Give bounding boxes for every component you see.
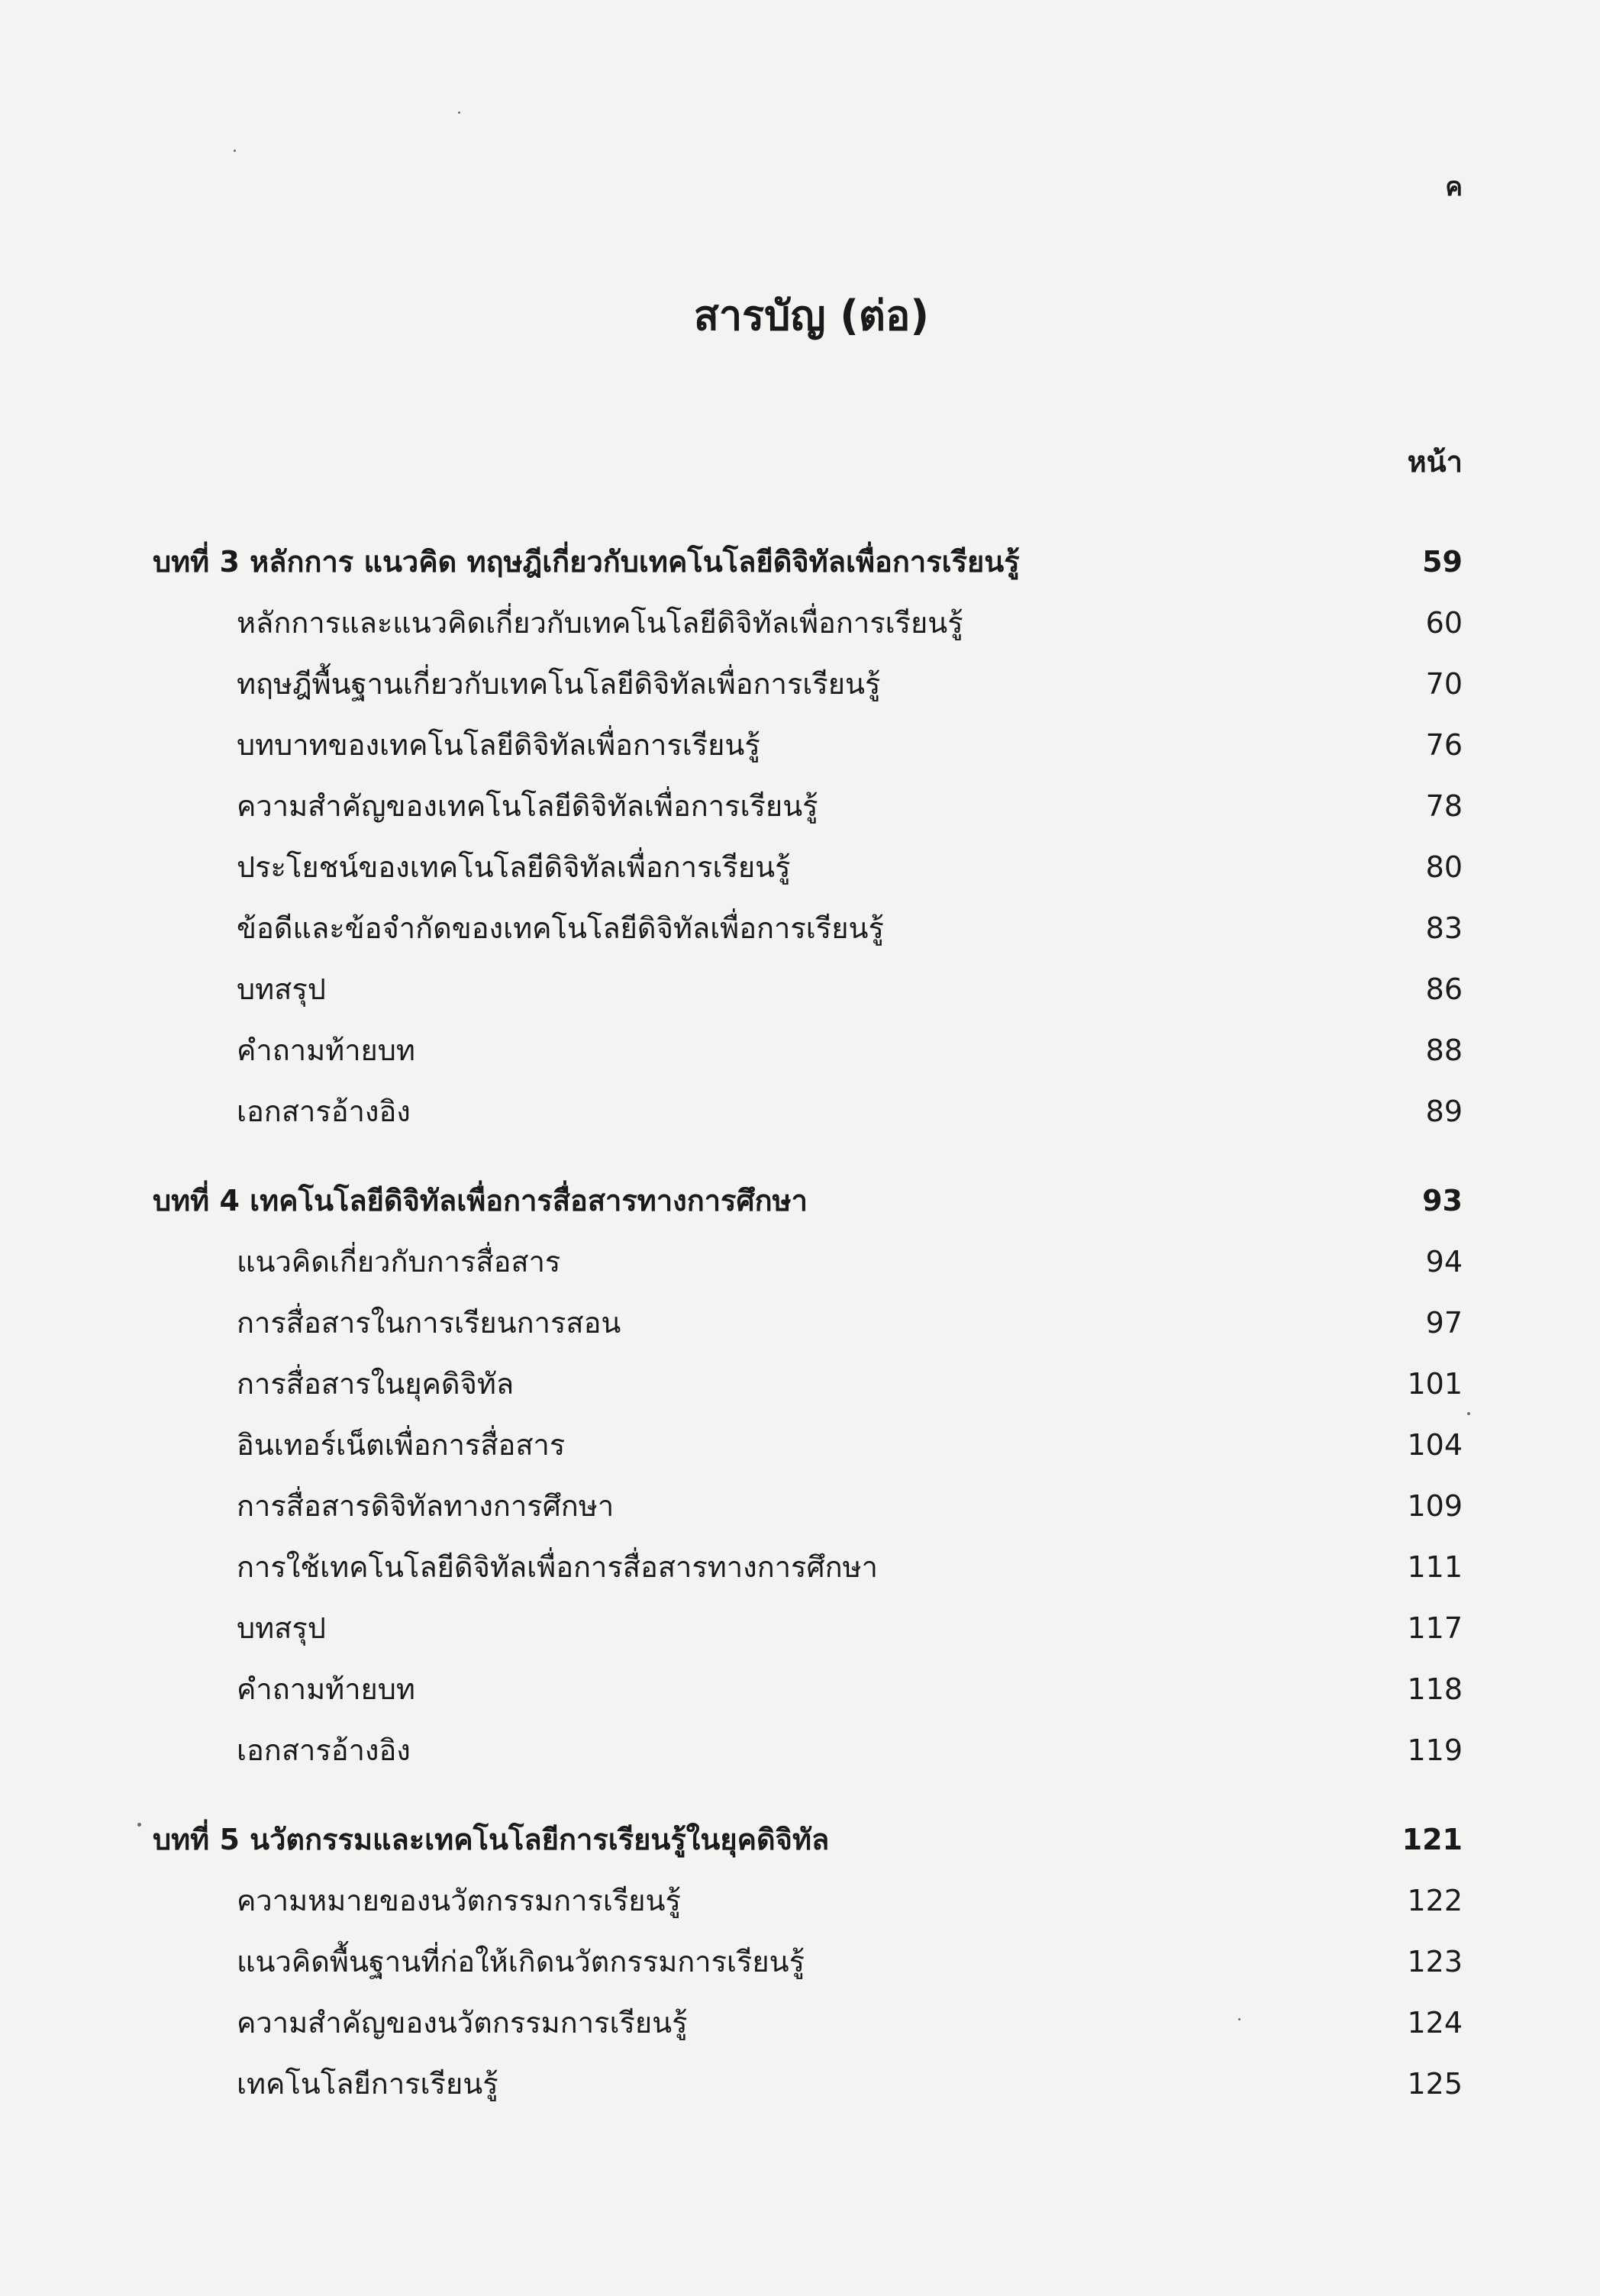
toc-entry-row[interactable] — [153, 714, 1463, 776]
page-column-header: หน้า — [1407, 445, 1463, 479]
toc-entry-row[interactable] — [153, 1081, 1463, 1142]
toc-entry-row[interactable] — [153, 2053, 1463, 2114]
toc-entry-page-number: 76 — [1425, 728, 1463, 762]
toc-entry-row[interactable] — [153, 1414, 1463, 1475]
scan-speck — [1238, 2018, 1240, 2020]
toc-entry-label: บทสรุป — [237, 972, 326, 1006]
toc-entry-row[interactable] — [153, 959, 1463, 1020]
toc-entry-row[interactable] — [153, 1020, 1463, 1081]
toc-entry-label: ความสำคัญของนวัตกรรมการเรียนรู้ — [237, 2006, 688, 2040]
toc-entry-page-number: 101 — [1407, 1367, 1463, 1401]
toc-entry-row[interactable] — [153, 1475, 1463, 1537]
toc-entry-row[interactable] — [153, 1659, 1463, 1720]
toc-entry-page-number: 80 — [1425, 850, 1463, 884]
chapter-heading-label: บทที่ 4 เทคโนโลยีดิจิทัลเพื่อการสื่อสารทางการศึกษา — [153, 1184, 808, 1217]
toc-entry-row[interactable] — [153, 653, 1463, 714]
page-title: สารบัญ (ต่อ) — [693, 292, 930, 340]
toc-entry-label: การสื่อสารดิจิทัลทางการศึกษา — [237, 1489, 615, 1523]
toc-entry-label: แนวคิดพื้นฐานที่ก่อให้เกิดนวัตกรรมการเรียนรู้ — [237, 1945, 805, 1978]
chapter-heading-label: บทที่ 3 หลักการ แนวคิด ทฤษฎีเกี่ยวกับเทคโนโลยีดิจิทัลเพื่อการเรียนรู้ — [153, 545, 1020, 579]
toc-entry-label: ความหมายของนวัตกรรมการเรียนรู้ — [237, 1884, 681, 1917]
toc-entry-row[interactable] — [153, 1537, 1463, 1598]
toc-entry-page-number: 104 — [1407, 1428, 1463, 1462]
toc-entry-label: การสื่อสารในการเรียนการสอน — [237, 1306, 621, 1340]
toc-entry-row[interactable] — [153, 592, 1463, 653]
toc-entry-label: ประโยชน์ของเทคโนโลยีดิจิทัลเพื่อการเรียนรู้ — [237, 850, 791, 884]
toc-chapter — [153, 1809, 1463, 2114]
chapter-page-number: 93 — [1422, 1184, 1463, 1217]
toc-entry-page-number: 119 — [1407, 1733, 1463, 1767]
toc-entry-label: เอกสารอ้างอิง — [237, 1095, 411, 1128]
toc-entry-page-number: 89 — [1425, 1095, 1463, 1128]
toc-entry-row[interactable] — [153, 1992, 1463, 2053]
toc-chapter — [153, 1170, 1463, 1781]
toc-entry-page-number: 124 — [1407, 2006, 1463, 2040]
chapter-heading-label: บทที่ 5 นวัตกรรมและเทคโนโลยีการเรียนรู้ในยุคดิจิทัล — [153, 1823, 830, 1856]
chapter-heading-row[interactable] — [153, 1809, 1463, 1870]
chapter-heading-row[interactable] — [153, 1170, 1463, 1231]
toc-entry-row[interactable] — [153, 1353, 1463, 1414]
toc-chapter — [153, 531, 1463, 1142]
toc-entry-row[interactable] — [153, 1931, 1463, 1992]
toc-entry-page-number: 70 — [1425, 667, 1463, 701]
toc-entry-page-number: 123 — [1407, 1945, 1463, 1978]
chapter-page-number: 59 — [1422, 545, 1463, 579]
toc-entry-label: คำถามท้ายบท — [237, 1034, 415, 1067]
toc-entry-row[interactable] — [153, 837, 1463, 898]
toc-entry-page-number: 122 — [1407, 1884, 1463, 1917]
toc-entry-page-number: 83 — [1425, 911, 1463, 945]
chapter-heading-row[interactable] — [153, 531, 1463, 592]
toc-entry-page-number: 125 — [1407, 2067, 1463, 2101]
toc-entry-label: หลักการและแนวคิดเกี่ยวกับเทคโนโลยีดิจิทัลเพื่อการเรียนรู้ — [237, 606, 963, 640]
toc-entry-label: ความสำคัญของเทคโนโลยีดิจิทัลเพื่อการเรียนรู้ — [237, 789, 818, 823]
toc-entry-row[interactable] — [153, 1598, 1463, 1659]
toc-entry-row[interactable] — [153, 1292, 1463, 1353]
page-number-letter: ค — [1445, 172, 1463, 202]
scan-speck — [1467, 1412, 1470, 1415]
toc-entry-label: เทคโนโลยีการเรียนรู้ — [237, 2067, 498, 2101]
toc-entry-page-number: 118 — [1407, 1672, 1463, 1706]
scan-speck — [458, 111, 460, 114]
toc-entry-label: อินเทอร์เน็ตเพื่อการสื่อสาร — [237, 1428, 566, 1462]
toc-entry-label: การสื่อสารในยุคดิจิทัล — [237, 1367, 515, 1401]
toc-entry-row[interactable] — [153, 1231, 1463, 1292]
toc-entry-label: คำถามท้ายบท — [237, 1672, 415, 1706]
scan-speck — [137, 1823, 141, 1827]
toc-entry-row[interactable] — [153, 898, 1463, 959]
toc-entry-label: การใช้เทคโนโลยีดิจิทัลเพื่อการสื่อสารทางการศึกษา — [237, 1550, 878, 1584]
toc-entry-page-number: 111 — [1407, 1550, 1463, 1584]
toc-entry-label: เอกสารอ้างอิง — [237, 1733, 411, 1767]
toc-entry-page-number: 109 — [1407, 1489, 1463, 1523]
scan-speck — [234, 150, 236, 152]
toc-entry-page-number: 97 — [1425, 1306, 1463, 1340]
toc-entry-label: ข้อดีและข้อจำกัดของเทคโนโลยีดิจิทัลเพื่อการเรียนรู้ — [237, 911, 884, 945]
toc-entry-label: แนวคิดเกี่ยวกับการสื่อสาร — [237, 1245, 561, 1279]
table-of-contents — [153, 531, 1463, 2143]
toc-entry-row[interactable] — [153, 1870, 1463, 1931]
toc-entry-label: ทฤษฎีพื้นฐานเกี่ยวกับเทคโนโลยีดิจิทัลเพื่อการเรียนรู้ — [237, 667, 881, 701]
toc-entry-page-number: 94 — [1425, 1245, 1463, 1279]
toc-entry-row[interactable] — [153, 1720, 1463, 1781]
toc-entry-label: บทสรุป — [237, 1611, 326, 1645]
toc-entry-row[interactable] — [153, 776, 1463, 837]
toc-entry-page-number: 88 — [1425, 1034, 1463, 1067]
toc-entry-label: บทบาทของเทคโนโลยีดิจิทัลเพื่อการเรียนรู้ — [237, 728, 760, 762]
toc-entry-page-number: 60 — [1425, 606, 1463, 640]
toc-entry-page-number: 78 — [1425, 789, 1463, 823]
toc-entry-page-number: 117 — [1407, 1611, 1463, 1645]
chapter-page-number: 121 — [1402, 1823, 1463, 1856]
toc-entry-page-number: 86 — [1425, 972, 1463, 1006]
